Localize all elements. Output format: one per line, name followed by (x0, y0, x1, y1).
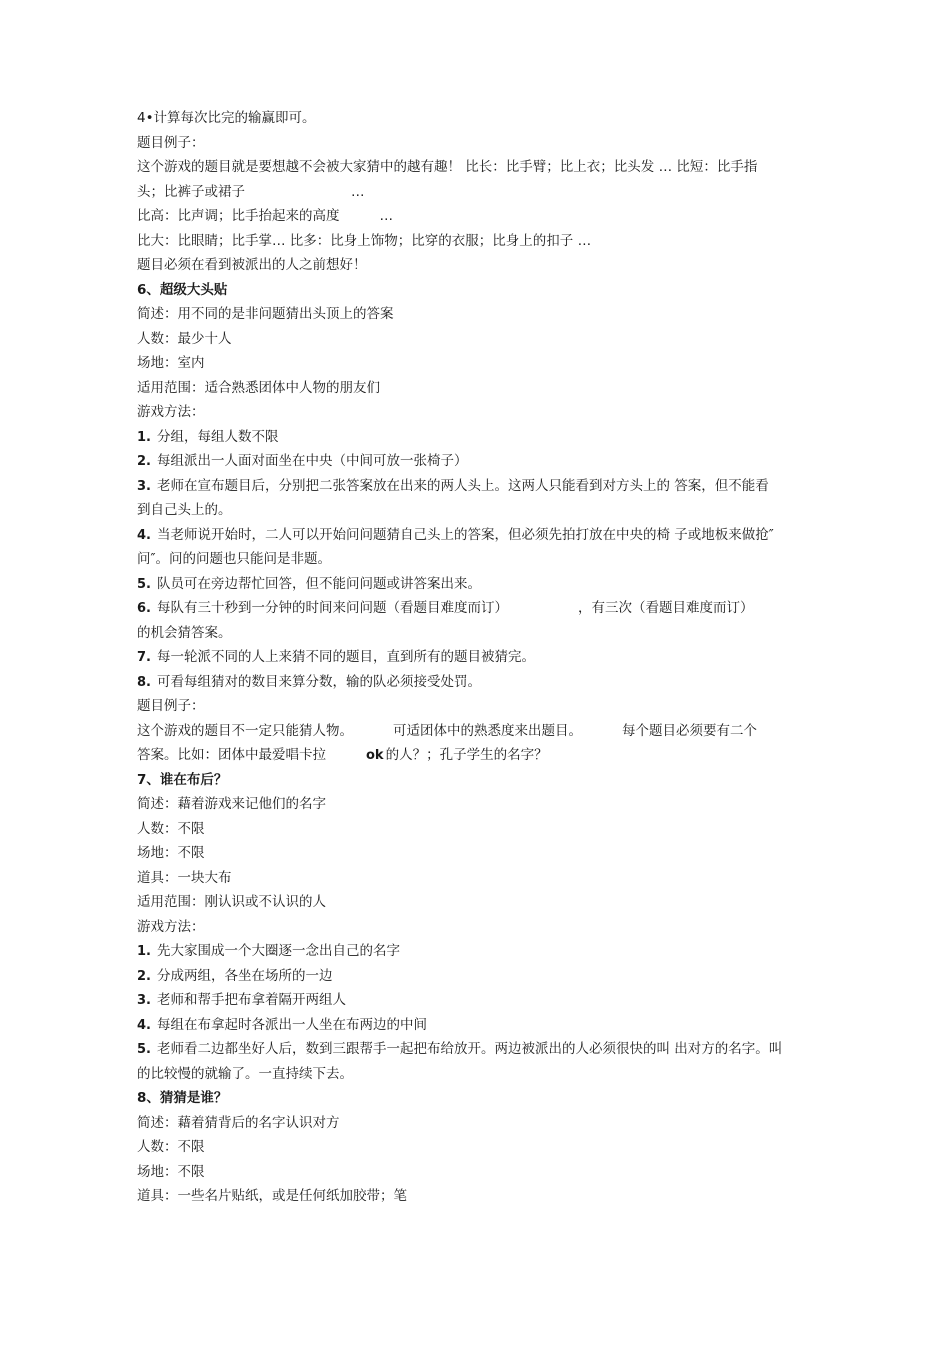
list-item (137, 964, 827, 989)
list-text: 每队有三十秒到一分钟的时间来问问题（看题目难度而订） (156, 600, 508, 616)
text-line: 道具：一些名片贴纸，或是任何纸加胶带；笔 (137, 1188, 407, 1204)
text-segment: 每个题目必须要有二个 (622, 722, 757, 739)
list-item (137, 1013, 827, 1038)
text-line: 游戏方法： (137, 404, 205, 420)
text-line: 适用范围：刚认识或不认识的人 (137, 894, 326, 910)
section-heading: 6、超级大头贴 (137, 281, 228, 298)
list-number: 4. (137, 527, 151, 543)
text-segment: 答案。比如：团体中最爱唱卡拉 (137, 747, 326, 763)
text-line: 场地：室内 (137, 355, 205, 371)
text-segment: 的人？；孔子学生的名字？ (385, 747, 548, 763)
ellipsis: … (379, 208, 393, 224)
list-number: 7. (137, 650, 151, 665)
list-item (137, 645, 827, 670)
ellipsis: … (351, 183, 365, 200)
text-line: 题目例子： (137, 698, 205, 714)
text-line: 道具：一块大布 (137, 869, 232, 886)
text-line: 的比较慢的就输了。一直持续下去。 (137, 1065, 353, 1082)
text-line: 到自己头上的。 (137, 502, 232, 518)
text-line: 游戏方法： (137, 918, 205, 935)
list-text: 可看每组猜对的数目来算分数，输的队必须接受处罚。 (156, 673, 481, 690)
list-number: 5. (137, 576, 151, 592)
text-line: 适用范围：适合熟悉团体中人物的朋友们 (137, 379, 380, 396)
list-item (137, 939, 827, 964)
list-text: 先大家围成一个大圈逐一念出自己的名字 (156, 943, 400, 959)
list-number: 2. (137, 968, 151, 984)
list-number: 6. (137, 601, 151, 616)
list-number: 1. (137, 429, 151, 445)
text-segment: ok (366, 748, 384, 763)
text-line: 简述：藉着游戏来记他们的名字 (137, 796, 326, 812)
list-item (137, 988, 827, 1013)
text-line: 的机会猜答案。 (137, 624, 232, 641)
list-text: 老师在宣布题目后，分别把二张答案放在出来的两人头上。这两人只能看到对方头上的 答案，但不能看 (156, 477, 769, 494)
text-line (137, 180, 827, 205)
list-text: 分组，每组人数不限 (156, 428, 279, 445)
text-line: 场地：不限 (137, 845, 205, 861)
list-number: 1. (137, 944, 151, 959)
list-item (137, 1037, 827, 1062)
text-line (137, 743, 827, 768)
list-text: 队员可在旁边帮忙回答，但不能问问题或讲答案出来。 (156, 575, 481, 592)
list-item (137, 425, 827, 450)
section-heading: 7、谁在布后？ (137, 771, 228, 788)
section-heading: 8、猜猜是谁？ (137, 1090, 228, 1106)
text-line: 简述：藉着猜背后的名字认识对方 (137, 1114, 340, 1131)
text-line: 问″。问的问题也只能问是非题。 (137, 551, 332, 567)
text-segment: 头；比裤子或裙子 (137, 183, 245, 200)
list-text: 每组派出一人面对面坐在中央（中间可放一张椅子） (156, 453, 468, 469)
text-segment: 这个游戏的题目不一定只能猜人物。 (137, 722, 353, 739)
text-line: 比大：比眼睛；比手掌… 比多：比身上饰物；比穿的衣服；比身上的扣子 … (137, 232, 592, 249)
list-text: 当老师说开始时，二人可以开始问问题猜自己头上的答案，但必须先拍打放在中央的椅 子或地板来做抢″ (156, 526, 774, 543)
text-line (137, 719, 827, 744)
list-number: 3. (137, 993, 151, 1008)
text-line: 人数：最少十人 (137, 330, 232, 347)
list-number: 4. (137, 1017, 151, 1033)
text-line: 题目例子： (137, 134, 205, 151)
list-item (137, 572, 827, 597)
list-number: 3. (137, 478, 151, 494)
text-line: 人数：不限 (137, 820, 205, 837)
list-text: 每组在布拿起时各派出一人坐在布两边的中间 (156, 1016, 427, 1033)
text-segment: 比高：比声调；比手抬起来的高度 (137, 208, 340, 224)
text-line: 人数：不限 (137, 1139, 205, 1155)
list-item (137, 449, 827, 474)
list-text: 分成两组，各坐在场所的一边 (156, 967, 333, 984)
list-item (137, 523, 827, 548)
list-number: 5. (137, 1042, 151, 1057)
list-text: 老师看二边都坐好人后，数到三跟帮手一起把布给放开。两边被派出的人必须很快的叫 出对方的名字。叫 (156, 1041, 783, 1057)
text-segment: 可适团体中的熟悉度来出题目。 (393, 722, 582, 739)
list-item (137, 474, 827, 499)
text-line: 4•计算每次比完的输赢即可。 (137, 110, 316, 126)
list-item (137, 670, 827, 695)
list-item (137, 596, 827, 621)
text-line (137, 204, 827, 229)
document-page (137, 106, 827, 1209)
text-line: 这个游戏的题目就是要想越不会被大家猜中的越有趣！ 比长：比手臂；比上衣；比头发 … 比短：比手指 (137, 159, 758, 175)
list-number: 8. (137, 674, 151, 690)
list-text: 老师和帮手把布拿着隔开两组人 (156, 992, 346, 1008)
text-line: 场地：不限 (137, 1163, 205, 1180)
list-text: ，有三次（看题目难度而订） (577, 600, 754, 616)
list-number: 2. (137, 454, 151, 469)
list-text: 每一轮派不同的人上来猜不同的题目，直到所有的题目被猜完。 (156, 649, 535, 665)
text-line: 题目必须在看到被派出的人之前想好！ (137, 257, 367, 273)
text-line: 简述：用不同的是非问题猜出头顶上的答案 (137, 306, 394, 322)
